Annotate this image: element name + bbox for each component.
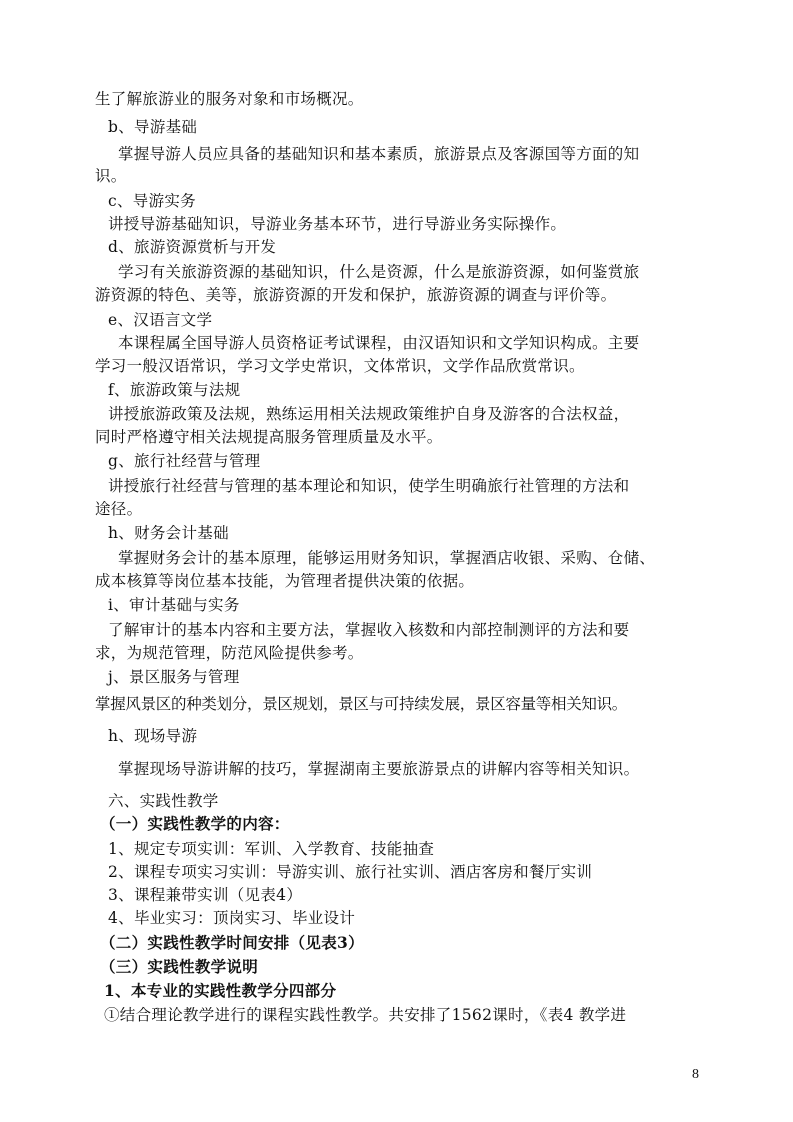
subheading-b: b、导游基础 — [108, 118, 198, 136]
subsection-heading: （三）实践性教学说明 — [100, 957, 259, 976]
subsection-heading: （一）实践性教学的内容： — [100, 814, 290, 833]
list-item: 2、课程专项实习实训：导游实训、旅行社实训、酒店客房和餐厅实训 — [108, 863, 593, 881]
text-line: 求，为规范管理，防范风险提供参考。 — [95, 644, 364, 662]
text-line: 掌握导游人员应具备的基础知识和基本素质，旅游景点及客源国等方面的知 — [118, 145, 640, 163]
text-line: ①结合理论教学进行的课程实践性教学。共安排了1562课时，《表4 教学进 — [104, 1006, 627, 1024]
list-item: 1、规定专项实训：军训、入学教育、技能抽查 — [108, 840, 435, 858]
text-line: 生了解旅游业的服务对象和市场概况。 — [95, 90, 364, 108]
text-line: 成本核算等岗位基本技能，为管理者提供决策的依据。 — [95, 572, 475, 590]
subheading-j: j、景区服务与管理 — [108, 668, 240, 686]
text-line: 讲授旅游政策及法规，熟练运用相关法规政策维护自身及游客的合法权益， — [108, 405, 630, 423]
text-line: 学习一般汉语常识，学习文学史常识，文体常识，文学作品欣赏常识。 — [95, 357, 585, 375]
subheading-g: g、旅行社经营与管理 — [108, 452, 261, 470]
text-line: 同时严格遵守相关法规提高服务管理质量及水平。 — [95, 428, 443, 446]
text-line: 讲授旅行社经营与管理的基本理论和知识，使学生明确旅行社管理的方法和 — [108, 477, 630, 495]
text-line: 掌握财务会计的基本原理，能够运用财务知识，掌握酒店收银、采购、仓储、 — [118, 549, 656, 567]
text-line: 掌握现场导游讲解的技巧，掌握湖南主要旅游景点的讲解内容等相关知识。 — [118, 760, 640, 778]
subsection-heading: （二）实践性教学时间安排（见表3） — [100, 933, 364, 952]
text-line: 识。 — [95, 167, 127, 185]
text-line: 学习有关旅游资源的基础知识，什么是资源，什么是旅游资源，如何鉴赏旅 — [118, 263, 640, 281]
list-item: 3、课程兼带实训（见表4） — [108, 886, 303, 904]
list-item: 4、毕业实习：顶岗实习、毕业设计 — [108, 909, 356, 927]
section-heading: 六、实践性教学 — [108, 792, 219, 810]
text-line: 途径。 — [95, 500, 143, 518]
subheading-h: h、财务会计基础 — [108, 524, 229, 542]
text-line: 掌握风景区的种类划分，景区规划，景区与可持续发展，景区容量等相关知识。 — [95, 695, 628, 713]
text-line: 讲授导游基础知识，导游业务基本环节，进行导游业务实际操作。 — [108, 215, 567, 233]
text-line: 了解审计的基本内容和主要方法，掌握收入核数和内部控制测评的方法和要 — [108, 621, 630, 639]
subheading-f: f、旅游政策与法规 — [108, 381, 241, 399]
bold-paragraph-heading: 1、本专业的实践性教学分四部分 — [104, 981, 337, 1000]
subheading-h-onsite: h、现场导游 — [108, 727, 198, 745]
text-line: 本课程属全国导游人员资格证考试课程，由汉语知识和文学知识构成。主要 — [118, 334, 640, 352]
subheading-d: d、旅游资源赏析与开发 — [108, 238, 277, 256]
text-line: 游资源的特色、美等，旅游资源的开发和保护，旅游资源的调查与评价等。 — [95, 286, 617, 304]
subheading-i: i、审计基础与实务 — [108, 596, 240, 614]
subheading-c: c、导游实务 — [108, 192, 196, 210]
subheading-e: e、汉语言文学 — [108, 311, 213, 329]
page-number: 8 — [692, 1067, 699, 1082]
